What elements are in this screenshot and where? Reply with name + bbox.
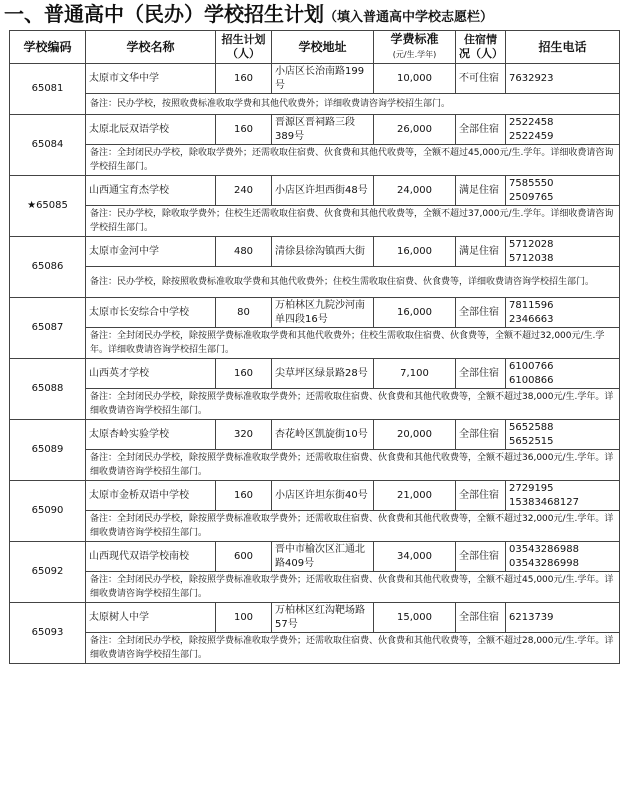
enrollment-plan: 240 (216, 176, 272, 206)
tuition-fee: 10,000 (374, 64, 456, 94)
tuition-fee: 20,000 (374, 420, 456, 450)
admission-phone: 7632923 (506, 64, 620, 94)
enrollment-plan: 160 (216, 64, 272, 94)
table-row (10, 115, 620, 145)
school-address: 杏花岭区凯旋街10号 (272, 420, 374, 450)
note-row (10, 572, 620, 603)
tuition-fee: 16,000 (374, 237, 456, 267)
school-code: 65081 (10, 64, 86, 115)
boarding-status: 全部住宿 (456, 298, 506, 328)
tuition-fee: 7,100 (374, 359, 456, 389)
table-row (10, 298, 620, 328)
school-code: 65092 (10, 542, 86, 603)
fee-note: 备注：民办学校，除收取学费外；住校生还需收取住宿费、伙食费和其他代收费等，全额不超过37,000元/生.学年。详细收费请咨询学校招生部门。 (86, 206, 620, 237)
school-address: 尖草坪区绿景路28号 (272, 359, 374, 389)
school-name: 太原树人中学 (86, 603, 216, 633)
tuition-fee: 34,000 (374, 542, 456, 572)
school-address: 小店区许坦西街48号 (272, 176, 374, 206)
school-address: 清徐县徐沟镇西大街 (272, 237, 374, 267)
admission-phone: 2729195 15383468127 (506, 481, 620, 511)
tuition-fee: 15,000 (374, 603, 456, 633)
col-plan: 招生计划（人） (216, 31, 272, 64)
school-name: 山西英才学校 (86, 359, 216, 389)
boarding-status: 全部住宿 (456, 542, 506, 572)
admission-phone: 5712028 5712038 (506, 237, 620, 267)
school-name: 太原市长安综合中学校 (86, 298, 216, 328)
admission-phone: 7811596 2346663 (506, 298, 620, 328)
school-code: 65090 (10, 481, 86, 542)
enrollment-plan: 100 (216, 603, 272, 633)
note-row (10, 94, 620, 115)
admission-plan-table (9, 30, 620, 664)
enrollment-plan: 160 (216, 359, 272, 389)
table-row (10, 176, 620, 206)
school-name: 太原杏岭实验学校 (86, 420, 216, 450)
fee-note: 备注：全封闭民办学校，除按照学费标准收取学费外；还需收取住宿费、伙食费和其他代收费等，全额不超过32,000元/生.学年。详细收费请咨询学校招生部门。 (86, 511, 620, 542)
table-row (10, 420, 620, 450)
boarding-status: 满足住宿 (456, 176, 506, 206)
fee-note: 备注：民办学校，除按照收费标准收取学费和其他代收费外；住校生需收取住宿费、伙食费等，详细收费请咨询学校招生部门。 (86, 267, 620, 298)
boarding-status: 全部住宿 (456, 359, 506, 389)
note-row (10, 389, 620, 420)
school-address: 万柏林区九院沙河南单四段16号 (272, 298, 374, 328)
table-row (10, 64, 620, 94)
school-code: 65089 (10, 420, 86, 481)
boarding-status: 不可住宿 (456, 64, 506, 94)
col-fee-unit: (元/生.学年) (392, 50, 437, 59)
tuition-fee: 21,000 (374, 481, 456, 511)
note-row (10, 633, 620, 664)
admission-phone: 5652588 5652515 (506, 420, 620, 450)
school-code: 65087 (10, 298, 86, 359)
title-main: 一、普通高中（民办）学校招生计划 (4, 2, 324, 26)
col-phone: 招生电话 (506, 31, 620, 64)
col-name: 学校名称 (86, 31, 216, 64)
admission-phone: 7585550 2509765 (506, 176, 620, 206)
boarding-status: 全部住宿 (456, 420, 506, 450)
note-row (10, 267, 620, 298)
fee-note: 备注：全封闭民办学校，除按照学费标准收取学费外；还需收取住宿费、伙食费和其他代收费等，全额不超过36,000元/生.学年。详细收费请咨询学校招生部门。 (86, 450, 620, 481)
enrollment-plan: 320 (216, 420, 272, 450)
school-name: 太原北辰双语学校 (86, 115, 216, 145)
admission-phone: 03543286988 03543286998 (506, 542, 620, 572)
boarding-status: 全部住宿 (456, 115, 506, 145)
table-body (10, 64, 620, 664)
school-name: 太原市金河中学 (86, 237, 216, 267)
school-address: 万柏林区红沟靶场路57号 (272, 603, 374, 633)
table-row (10, 237, 620, 267)
col-address: 学校地址 (272, 31, 374, 64)
admission-phone: 6213739 (506, 603, 620, 633)
fee-note: 备注：全封闭民办学校，除按照学费标准收取学费和其他代收费外；住校生需收取住宿费、伙食费等，全额不超过32,000元/生.学年。详细收费请咨询学校招生部门。 (86, 328, 620, 359)
fee-note: 备注：全封闭民办学校，除按照学费标准收取学费外；还需收取住宿费、伙食费和其他代收费等，全额不超过38,000元/生.学年。详细收费请咨询学校招生部门。 (86, 389, 620, 420)
school-code: 65093 (10, 603, 86, 664)
school-name: 山西现代双语学校南校 (86, 542, 216, 572)
title-subtitle: （填入普通高中学校志愿栏） (324, 10, 494, 25)
boarding-status: 满足住宿 (456, 237, 506, 267)
table-row (10, 603, 620, 633)
tuition-fee: 26,000 (374, 115, 456, 145)
school-code: 65088 (10, 359, 86, 420)
enrollment-plan: 80 (216, 298, 272, 328)
school-address: 晋中市榆次区汇通北路409号 (272, 542, 374, 572)
boarding-status: 全部住宿 (456, 603, 506, 633)
col-code: 学校编码 (10, 31, 86, 64)
school-code: 65084 (10, 115, 86, 176)
fee-note: 备注：全封闭民办学校，除按照学费标准收取学费外；还需收取住宿费、伙食费和其他代收费等，全额不超过28,000元/生.学年。详细收费请咨询学校招生部门。 (86, 633, 620, 664)
fee-note: 备注：民办学校，按照收费标准收取学费和其他代收费外；详细收费请咨询学校招生部门。 (86, 94, 620, 115)
school-name: 太原市文华中学 (86, 64, 216, 94)
school-code: ★65085 (10, 176, 86, 237)
col-fee (374, 31, 456, 64)
page-title (0, 0, 629, 30)
admission-phone: 6100766 6100866 (506, 359, 620, 389)
admission-phone: 2522458 2522459 (506, 115, 620, 145)
note-row (10, 145, 620, 176)
enrollment-plan: 160 (216, 115, 272, 145)
school-address: 小店区许坦东街40号 (272, 481, 374, 511)
boarding-status: 全部住宿 (456, 481, 506, 511)
school-code: 65086 (10, 237, 86, 298)
note-row (10, 328, 620, 359)
table-row (10, 542, 620, 572)
school-address: 小店区长治南路199号 (272, 64, 374, 94)
fee-note: 备注：全封闭民办学校，除按照学费标准收取学费外；还需收取住宿费、伙食费和其他代收费等，全额不超过45,000元/生.学年。详细收费请咨询学校招生部门。 (86, 572, 620, 603)
enrollment-plan: 600 (216, 542, 272, 572)
tuition-fee: 16,000 (374, 298, 456, 328)
note-row (10, 450, 620, 481)
note-row (10, 206, 620, 237)
header-row (10, 31, 620, 64)
table-row (10, 481, 620, 511)
enrollment-plan: 160 (216, 481, 272, 511)
col-boarding: 住宿情况（人） (456, 31, 506, 64)
tuition-fee: 24,000 (374, 176, 456, 206)
note-row (10, 511, 620, 542)
school-name: 山西通宝育杰学校 (86, 176, 216, 206)
fee-note: 备注：全封闭民办学校，除收取学费外；还需收取住宿费、伙食费和其他代收费等，全额不超过45,000元/生.学年。详细收费请咨询学校招生部门。 (86, 145, 620, 176)
school-address: 晋源区晋祠路三段389号 (272, 115, 374, 145)
school-name: 太原市金桥双语中学校 (86, 481, 216, 511)
enrollment-plan: 480 (216, 237, 272, 267)
col-fee-label: 学费标准 (390, 32, 439, 46)
table-row (10, 359, 620, 389)
